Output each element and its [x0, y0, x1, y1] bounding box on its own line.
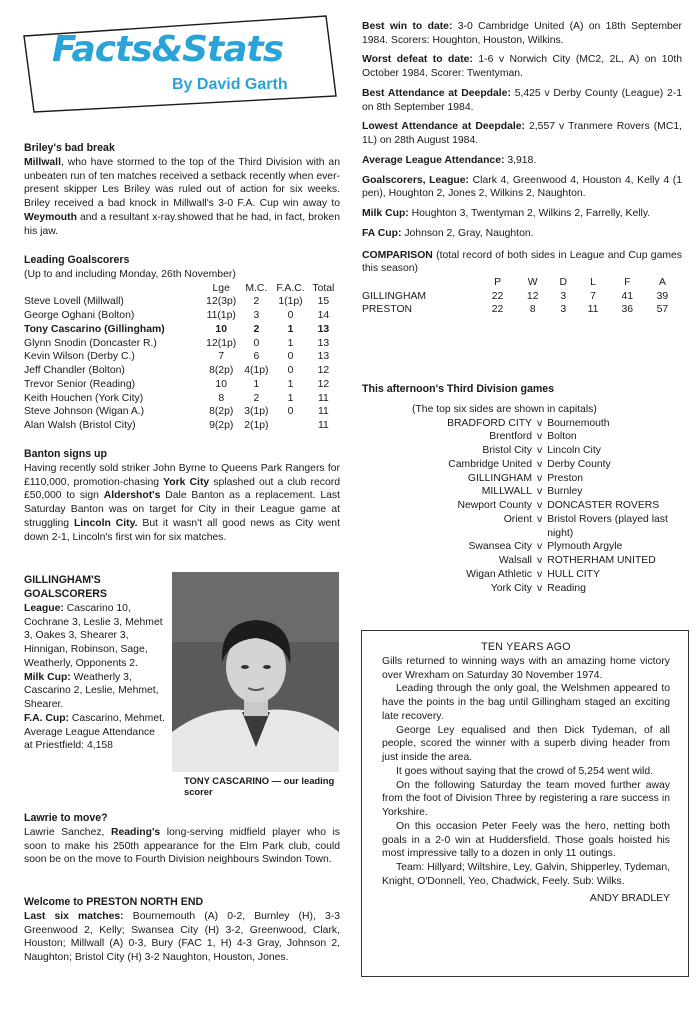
gills-milk	[24, 671, 166, 712]
average-attendance-text: 3,918.	[504, 154, 537, 166]
scorer-total: 12	[317, 365, 330, 377]
worst-defeat-label: Worst defeat to date:	[362, 54, 473, 66]
lawrie-text-2: long-serving midfield player who is soon to make his 250th appearance for the Elm Park club, could soon be on the move to Fourth Division neighbours Swindon Town.	[24, 826, 340, 866]
scorer-mc: 2	[253, 296, 260, 308]
ten-years-para: Leading through the only goal, the Welshmen appeared to have the points in the bag until Gillingham staged an exciting late recovery.	[382, 683, 670, 722]
milk-cup	[362, 207, 682, 221]
banton-text-4: But it wasn't all good news as City went down 2-1, Lincoln's first win for six matches.	[24, 517, 340, 543]
team-name: GILLINGHAM	[362, 290, 427, 302]
scorer-total: 12	[317, 378, 330, 390]
scorer-lge: 9(2p)	[209, 420, 234, 432]
scorers-table	[24, 282, 340, 433]
scorer-fac: 1	[287, 323, 294, 335]
briley-text-2: and a resultant x-ray.showed that he had, in fact, broken his jaw.	[24, 211, 340, 237]
table-row	[408, 458, 673, 472]
table-row	[408, 540, 673, 554]
table-row	[362, 303, 682, 317]
scorer-name: Jeff Chandler (Bolton)	[24, 365, 125, 377]
away-team: Derby County	[547, 458, 611, 470]
banton-text-3: Dale Banton as a replacement. Last Saturday Banton was on target for City in their League game at struggling	[24, 490, 340, 529]
average-attendance-label: Average League Attendance:	[362, 154, 505, 166]
table-row	[408, 472, 673, 486]
lawrie-article	[24, 812, 340, 867]
gills-fa	[24, 712, 166, 726]
scorer-fac: 0	[287, 365, 294, 377]
scorer-lge: 8(2p)	[209, 406, 234, 418]
scorer-fac: 1	[287, 378, 294, 390]
home-team: MILLWALL	[481, 486, 532, 498]
away-team: Lincoln City	[547, 445, 601, 457]
stat-f: 36	[621, 304, 634, 316]
table-row	[408, 554, 673, 568]
scorer-lge: 7	[218, 351, 225, 363]
scorer-name: George Oghani (Bolton)	[24, 310, 135, 322]
club-millwall: Millwall	[24, 156, 61, 168]
scorer-lge: 11(1p)	[206, 310, 236, 322]
gills-heading-2: GOALSCORERS	[24, 587, 107, 600]
scorer-total: 11	[317, 392, 329, 404]
stat-a: 57	[656, 304, 669, 316]
gills-milk-text: Weatherly 3, Cascarino 2, Leslie, Mehmet, Shearer.	[24, 671, 159, 711]
ten-years-heading: TEN YEARS AGO	[481, 641, 571, 653]
scorer-mc: 2	[253, 392, 260, 404]
comparison-intro	[362, 249, 682, 276]
table-row	[408, 444, 673, 458]
comparison-header-row	[362, 276, 682, 290]
lawrie-heading: Lawrie to move?	[24, 812, 108, 824]
lawrie-text-1: Lawrie Sanchez,	[24, 826, 111, 838]
scorer-total: 13	[317, 351, 330, 363]
games-heading: This afternoon's Third Division games	[362, 383, 555, 395]
scorer-fac: 1(1p)	[278, 296, 303, 308]
banton-body	[24, 462, 340, 544]
scorer-lge: 12(3p)	[206, 296, 237, 308]
banton-text-1: Having recently sold striker John Byrne to Queens Park Rangers for £110,000, promotion-chasing	[24, 462, 340, 488]
table-row	[362, 290, 682, 304]
scorer-name: Keith Houchen (York City)	[24, 392, 144, 404]
scorer-mc: 4(1p)	[244, 365, 269, 377]
lowest-attendance	[362, 120, 682, 147]
stat-f: 41	[621, 290, 634, 302]
ten-years-para: On this occasion Peter Feely was the hero, netting both goals in a 2-0 win at Huddersfield. Those goals hoisted his most impressive tally to a dozen in only 11 outings.	[382, 820, 670, 860]
stat-w: 8	[529, 304, 536, 316]
scorers-heading: Leading Goalscorers	[24, 254, 130, 266]
goalscorers-league-label: Goalscorers, League:	[362, 174, 470, 186]
briley-heading: Briley's bad break	[24, 142, 115, 154]
title-banner	[22, 14, 338, 114]
scorer-fac: 0	[287, 351, 294, 363]
home-team: Bristol City	[482, 445, 532, 457]
club-reading: Reading's	[110, 826, 161, 838]
stat-d: 3	[560, 304, 567, 316]
banton-heading: Banton signs up	[24, 448, 107, 460]
gillingham-scorers	[24, 574, 166, 753]
home-team: Swansea City	[468, 541, 532, 553]
versus: v	[537, 417, 543, 429]
stat-a: 39	[656, 290, 669, 302]
versus: v	[537, 513, 543, 525]
briley-body	[24, 156, 340, 238]
games-table	[408, 417, 673, 596]
away-team: Burnley	[547, 486, 583, 498]
gills-heading-1: GILLINGHAM'S	[24, 574, 101, 586]
welcome-text: Bournemouth (A) 0-2, Burnley (H), 3-3 Greenwood 2, Kelly; Swansea City (H) 3-2, Greenwood, Clark, Houston; Millwall (A) 0-3, Bury (FAC 1, H) 4-3 Gray, Johnson 2, Naughton; Bristol City (H) 3-2 Naughton, Houston, Jones.	[24, 910, 340, 964]
table-row	[24, 295, 340, 309]
milk-cup-label: Milk Cup:	[362, 208, 409, 220]
stat-w: 12	[526, 290, 539, 302]
scorer-fac: 1	[287, 392, 294, 404]
home-team: Wigan Athletic	[466, 568, 532, 580]
scorer-mc: 3(1p)	[244, 406, 269, 418]
away-team: DONCASTER ROVERS	[547, 500, 660, 512]
scorer-lge: 12(1p)	[206, 337, 237, 349]
table-row	[408, 582, 673, 596]
ten-years-para: Gills returned to winning ways with an amazing home victory over Wrexham on Saturday 30 November 1974.	[382, 655, 670, 681]
briley-text-1: , who have stormed to the top of the Third Division with an unbeaten run of ten matches received a setback recently when ever-present skipper Les Briley was ruled out of action for six weeks. Briley received a bad knock in Millwall's 3-0 F.A. Cup win away to	[24, 156, 340, 210]
preston-facts	[362, 20, 682, 317]
welcome-label: Last six matches:	[24, 910, 124, 922]
away-team: Bristol Rovers (played last night)	[547, 513, 668, 539]
scorer-mc: 2	[253, 323, 260, 335]
table-row	[408, 513, 673, 540]
best-attendance-label: Best Attendance at Deepdale:	[362, 87, 511, 99]
col-a: A	[658, 277, 666, 289]
ten-years-author: ANDY BRADLEY	[589, 893, 670, 905]
best-attendance	[362, 87, 682, 114]
table-row	[408, 417, 673, 431]
col-f: F	[624, 277, 631, 289]
scorer-mc: 3	[253, 310, 260, 322]
briley-article	[24, 142, 340, 238]
scorer-total: 14	[317, 310, 330, 322]
gills-league-text: Cascarino 10, Cochrane 3, Leslie 3, Mehmet 3, Oakes 3, Shearer 3, Hinnigan, Robinson, Sage, Weatherly, Opponents 2.	[24, 602, 163, 669]
away-team: Bournemouth	[547, 417, 610, 429]
scorer-fac	[274, 419, 310, 433]
table-row	[408, 485, 673, 499]
comparison-table	[362, 276, 682, 317]
col-p: P	[494, 277, 502, 289]
scorers-header-row	[24, 282, 340, 296]
banton-text-2: splashed out a club record £50,000 to sign	[24, 476, 340, 502]
versus: v	[537, 486, 543, 498]
table-row	[24, 419, 340, 433]
banton-article	[24, 448, 340, 544]
table-row	[24, 309, 340, 323]
versus: v	[537, 555, 543, 567]
versus: v	[537, 582, 543, 594]
scorer-fac: 0	[287, 310, 294, 322]
scorer-mc: 0	[253, 337, 260, 349]
col-mc: M.C.	[245, 282, 268, 294]
col-total: Total	[312, 282, 335, 294]
col-d: D	[559, 277, 568, 289]
home-team: Cambridge United	[448, 458, 532, 470]
scorer-name: Glynn Snodin (Doncaster R.)	[24, 337, 157, 349]
away-team: HULL CITY	[547, 568, 600, 580]
leading-scorers	[24, 254, 340, 433]
home-team: Walsall	[498, 555, 532, 567]
team-name: PRESTON	[362, 304, 413, 316]
games-note: (The top six sides are shown in capitals)	[412, 403, 597, 415]
versus: v	[537, 458, 543, 470]
scorer-lge: 8	[218, 392, 225, 404]
home-team: Newport County	[457, 500, 532, 512]
gills-average: Average League Attendance at Priestfield: 4,158	[24, 726, 155, 752]
scorer-mc: 2(1p)	[244, 420, 269, 432]
average-attendance	[362, 154, 682, 168]
player-photo	[172, 572, 339, 772]
ten-years-para: On the following Saturday the team moved further away from the foot of Division Three by registering a rare success in Yorkshire.	[382, 779, 670, 819]
scorer-fac: 1	[287, 337, 294, 349]
scorer-total: 13	[317, 337, 330, 349]
milk-cup-text: Houghton 3, Twentyman 2, Wilkins 2, Farrelly, Kelly.	[408, 208, 651, 220]
scorer-fac: 0	[287, 406, 294, 418]
table-row	[24, 364, 340, 378]
stat-l: 11	[587, 304, 599, 316]
lowest-attendance-text: 2,557 v Tranmere Rovers (MC1, 1L) on 28th August 1984.	[362, 121, 682, 147]
home-team: GILLINGHAM	[467, 472, 532, 484]
scorer-total: 11	[317, 420, 329, 432]
ten-years-para: It goes without saying that the crowd of 5,254 went wild.	[396, 765, 654, 777]
scorer-mc: 1	[253, 378, 260, 390]
welcome-article	[24, 896, 340, 965]
scorer-name: Kevin Wilson (Derby C.)	[24, 351, 135, 363]
versus: v	[537, 472, 543, 484]
welcome-body	[24, 910, 340, 965]
table-row	[24, 350, 340, 364]
table-row	[408, 430, 673, 444]
versus: v	[537, 431, 543, 443]
scorer-total: 15	[317, 296, 330, 308]
byline: By David Garth	[172, 76, 288, 93]
versus: v	[537, 568, 543, 580]
table-row	[24, 405, 340, 419]
scorer-name: Steve Lovell (Millwall)	[24, 296, 124, 308]
col-l: L	[590, 277, 596, 289]
scorer-lge: 10	[215, 378, 227, 390]
fa-cup-label: FA Cup:	[362, 227, 402, 239]
home-team: BRADFORD CITY	[447, 417, 532, 429]
club-weymouth: Weymouth	[24, 211, 77, 223]
photo-caption: TONY CASCARINO — our leading scorer	[184, 775, 335, 798]
col-lge: Lge	[212, 282, 230, 294]
scorer-lge: 8(2p)	[209, 365, 234, 377]
goalscorers-league-text: Clark 4, Greenwood 4, Houston 4, Kelly 4 (1 pen), Houghton 2, Jones 2, Wilkins 2, Naughton.	[362, 174, 682, 200]
stat-d: 3	[560, 290, 567, 302]
best-win-label: Best win to date:	[362, 21, 453, 32]
stat-p: 22	[491, 304, 504, 316]
goalscorers-league	[362, 174, 682, 201]
gills-fa-text: Cascarino, Mehmet.	[69, 712, 165, 724]
third-division-games	[362, 383, 682, 595]
player-portrait	[172, 572, 339, 772]
fa-cup	[362, 227, 682, 241]
comparison-label: COMPARISON	[362, 249, 433, 261]
ten-years-ago-box	[361, 630, 689, 977]
best-attendance-text: 5,425 v Derby County (League) 2-1 on 8th September 1984.	[362, 87, 682, 113]
scorer-name: Alan Walsh (Bristol City)	[24, 420, 136, 432]
best-win-text: 3-0 Cambridge United (A) on 18th September 1984. Scorers: Houghton, Houston, Wilkins.	[362, 21, 682, 46]
stat-p: 22	[491, 290, 504, 302]
col-fac: F.A.C.	[276, 282, 305, 294]
club-lincoln: Lincoln City.	[73, 517, 138, 529]
versus: v	[537, 500, 543, 512]
gills-league-label: League:	[24, 602, 64, 614]
home-team: Brentford	[489, 431, 532, 443]
gills-milk-label: Milk Cup:	[24, 671, 71, 683]
lawrie-body	[24, 826, 340, 867]
gills-league	[24, 602, 166, 671]
scorers-subheading: (Up to and including Monday, 26th November)	[24, 268, 236, 280]
scorer-name: Steve Johnson (Wigan A.)	[24, 406, 145, 418]
lowest-attendance-label: Lowest Attendance at Deepdale:	[362, 121, 525, 133]
worst-defeat-text: 1-6 v Norwich City (MC2, 2L, A) on 10th October 1984. Scorer: Twentyman.	[362, 54, 682, 80]
away-team: Plymouth Argyle	[547, 541, 623, 553]
page-title: Facts&Stats	[52, 29, 284, 70]
away-team: Reading	[547, 582, 586, 594]
club-york: York City	[163, 476, 210, 488]
welcome-heading: Welcome to PRESTON NORTH END	[24, 896, 204, 908]
table-row	[408, 499, 673, 513]
home-team: Orient	[503, 513, 532, 525]
scorer-name: Trevor Senior (Reading)	[24, 378, 136, 390]
table-row	[24, 323, 340, 337]
scorer-mc: 6	[253, 351, 260, 363]
away-team: ROTHERHAM UNITED	[547, 555, 656, 567]
table-row	[24, 337, 340, 351]
fa-cup-text: Johnson 2, Gray, Naughton.	[401, 227, 534, 239]
scorer-total: 11	[317, 406, 329, 418]
away-team: Preston	[547, 472, 584, 484]
comparison-text: (total record of both sides in League and Cup games this season)	[362, 249, 682, 275]
table-row	[24, 378, 340, 392]
best-win	[362, 20, 682, 47]
gills-fa-label: F.A. Cup:	[24, 712, 70, 724]
ten-years-para: Team: Hillyard; Wiltshire, Ley, Galvin, Shipperley, Tydeman, Knight, O'Donnell, Yeo, Chadwick, Feely. Sub: Wilks.	[382, 861, 670, 887]
col-w: W	[527, 277, 538, 289]
stat-l: 7	[590, 290, 596, 302]
scorer-total: 13	[317, 323, 330, 335]
home-team: York City	[490, 582, 532, 594]
ten-years-content	[382, 641, 670, 906]
ten-years-para: George Ley equalised and then Dick Tydeman, of all people, scored the winner with a superb diving header from just inside the area.	[382, 724, 670, 764]
worst-defeat	[362, 53, 682, 80]
away-team: Bolton	[547, 431, 577, 443]
table-row	[24, 392, 340, 406]
versus: v	[537, 541, 543, 553]
versus: v	[537, 445, 543, 457]
scorer-name: Tony Cascarino (Gillingham)	[24, 323, 165, 335]
club-aldershot: Aldershot's	[103, 490, 161, 502]
scorer-lge: 10	[215, 323, 227, 335]
table-row	[408, 568, 673, 582]
